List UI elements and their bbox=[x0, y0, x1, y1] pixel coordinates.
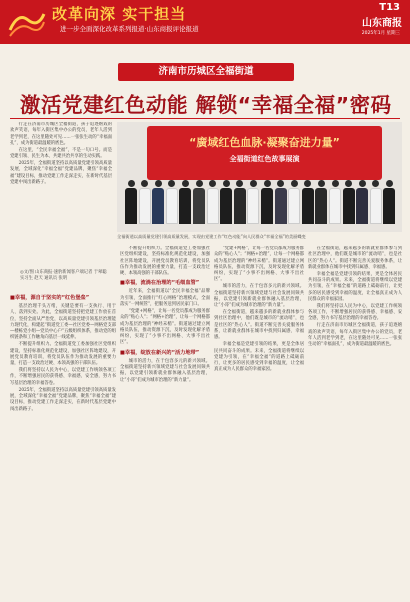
intro-paragraph: 在这里，“全民幸福全福”，不是一句口号。而是党建引领、民生为本、共建共治共享的生动实践。 bbox=[10, 147, 112, 160]
article-column-1 bbox=[10, 292, 116, 597]
person-figure bbox=[139, 180, 151, 224]
person-figure bbox=[275, 180, 287, 224]
paper-name: 山东商报 bbox=[362, 18, 402, 29]
masthead-subtitle: 进一步全面深化改革系列报道·山东商报评论报道 bbox=[60, 25, 199, 33]
section-heading: ■幸福，源自于坚实的“红色堡垒” bbox=[10, 295, 90, 301]
person-figure bbox=[207, 180, 219, 224]
person-figure bbox=[343, 180, 355, 224]
article-column-3 bbox=[214, 246, 304, 596]
body-paragraph: 2025年，全福街道坚持以高质量党建引领高质量发展，全域深化“幸福全福”党建品牌，聚焦“幸福全福”建设目标，推动党建工作走深走实，在新时代基层党建中闯出新路子。 bbox=[10, 387, 116, 412]
body-paragraph: 幸福全福是党建引领的结果，更是全体居民共同奋斗的成果。未来，全福街道将继续以党建为引领，在“幸福全福”的道路上砥砺前行，让更多的居民感受到幸福的温度，让全福真正成为人民群众的幸福家园。 bbox=[308, 271, 402, 302]
person-figure bbox=[247, 180, 259, 224]
article-column-2 bbox=[120, 246, 210, 596]
body-paragraph: “党建+网格”，让每一名党员都成为服务群众的“贴心人”；“网格+治理”，让每一个网格都成为基层治理的“神经末梢”。街道通过建立网格员队伍，推动资源下沉，及时发现化解矛盾纠纷，实现了“小事不出网格、大事不出社区”。 bbox=[214, 246, 304, 283]
body-paragraph: 基层治理千头万绪，关键是要有一支执行、用于人、落到实处。为此，全福街道坚持把党建工作放在首位，坚持全面从严治党，以高质量党建引领基层治理能力现代化，构建起“街道党工委—社区党委—网格党支部—楼栋党小组—党员中心户”五级组织体系，推动党的组织链条和工作触角向基层一线延伸。 bbox=[10, 304, 116, 341]
masthead-title: 改革向深 实干担当 bbox=[52, 5, 187, 23]
body-paragraph: 幸福全福是党建引领的结果，更是全体居民共同奋斗的成果。未来，全福街道将继续以党建为引领，在“幸福全福”的道路上砥砺前行，让更多的居民感受到幸福的温度，让全福真正成为人民群众的幸福家园。 bbox=[214, 342, 304, 373]
intro-paragraph: 2025年，全福街道坚持以高质量党建引领高质量发展，全域深化“幸福全福”党建品牌，聚焦“幸福全福”建设目标，推动党建工作走深走实，在新时代基层党建中闯出新路子。 bbox=[10, 160, 112, 185]
stage-backdrop bbox=[147, 126, 382, 180]
person-figure bbox=[315, 180, 327, 224]
body-paragraph: “党建+网格”，让每一名党员都成为服务群众的“贴心人”；“网格+治理”，让每一个网格都成为基层治理的“神经末梢”。街道通过建立网格员队伍，推动资源下沉，及时发现化解矛盾纠纷，实现了“小事不出网格、大事不出社区”。 bbox=[120, 308, 210, 346]
backdrop-subtitle: 全福街道红色故事展演 bbox=[229, 155, 300, 163]
body-paragraph: 城市的活力，在于包容多元的新兴领域。全福街道坚持新兴领域党建与社会发展同频共振，以党建引领新就业群体融入基层治理，让“小哥”们成为城市治理的“新力量”。 bbox=[214, 284, 304, 309]
person-figure bbox=[125, 180, 137, 224]
headline: 激活党建红色动能 解锁“幸福全福”密码 bbox=[20, 93, 392, 117]
section-heading: ■幸福，绽放在新兴的“活力地带” bbox=[120, 349, 200, 356]
body-paragraph: 城市的活力，在于包容多元的新兴领域。全福街道坚持新兴领域党建与社会发展同频共振，以党建引领新就业群体融入基层治理，让“小哥”们成为城市治理的“新力量”。 bbox=[120, 358, 210, 383]
body-paragraph: 在全福街道，越来越多的新就业群体参与到社区治理中，他们既是城市的“流动哨”，也是社区的“热心人”。街道不断完善关爱服务体系，让新就业群体在城市中找到归属感、幸福感。 bbox=[308, 246, 402, 270]
event-photo bbox=[117, 122, 402, 232]
person-figure bbox=[220, 180, 232, 224]
body-paragraph: 我们将坚持以人民为中心，以党建工作统领各项工作，不断增强居民的获得感、幸福感、安全感，努力书写基层治理的幸福答卷。 bbox=[308, 303, 402, 322]
article-column-4 bbox=[308, 246, 402, 596]
issue-date: 2025年1月 星期三 bbox=[361, 31, 400, 36]
person-figure bbox=[166, 180, 178, 224]
masthead bbox=[0, 0, 410, 44]
body-paragraph: 不断提升组织力。全福街道党工委加强社区党组织建设，坚持标准化规范化建设，加强社区阵地建设，开展党员教育培训，将党员队伍作为推动发展的重要力量，打造一支政治过硬、本领高强的干部队伍。 bbox=[10, 342, 116, 367]
body-paragraph: 不断提升组织力。全福街道党工委加强社区党组织建设，坚持标准化规范化建设，加强社区阵地建设，开展党员教育培训，将党员队伍作为推动发展的重要力量，打造一支政治过硬、本领高强的干部队伍。 bbox=[120, 246, 210, 277]
body-paragraph: 我们将坚持以人民为中心，以党建工作统领各项工作，不断增强居民的获得感、幸福感、安全感，努力书写基层治理的幸福答卷。 bbox=[10, 368, 116, 386]
body-paragraph: 在全福街道，越来越多的新就业群体参与到社区治理中，他们既是城市的“流动哨”，也是社区的“热心人”。街道不断完善关爱服务体系，让新就业群体在城市中找到归属感、幸福感。 bbox=[214, 310, 304, 341]
section-ribbon: 济南市历城区全福街道 bbox=[118, 63, 294, 81]
person-figure bbox=[302, 180, 314, 224]
person-figure bbox=[261, 180, 273, 224]
page-number: T13 bbox=[379, 2, 400, 13]
body-paragraph: 近年来，全福街道以“全民幸福全福”品牌为引领，全面推行“红心网格”治理模式，全面落实“一网统管”，把服务送到居民家门口。 bbox=[120, 289, 210, 308]
person-figure bbox=[179, 180, 191, 224]
person-figure bbox=[234, 180, 246, 224]
person-figure bbox=[193, 180, 205, 224]
backdrop-title: “廣域红色血脉·凝聚奋进力量” bbox=[189, 136, 340, 149]
person-figure bbox=[356, 180, 368, 224]
wave-decoration-icon bbox=[8, 6, 46, 38]
person-figure bbox=[370, 180, 382, 224]
author-line: ◎文/图 山东商报·速豹新闻客户端记者 于翠聪 实习生 赵天 通讯员 张明 bbox=[20, 270, 107, 282]
photo-caption: 全福街道以高质量党建引领高质量发展，实现由党建工作“红色动能”向人民群众“幸福全福”的美丽蝶变 bbox=[117, 234, 306, 239]
intro-paragraph: 行走在济南市历城区全福街道，孩子追逐嬉戏的欢声笑语，每年入街区集中办公的党员，老年人活到老学到老，在这里随处可见……一张张生动的“幸福面孔”，成为街道最温暖的底色。 bbox=[10, 122, 112, 146]
person-figure bbox=[288, 180, 300, 224]
person-figure bbox=[152, 180, 164, 224]
person-figure bbox=[383, 180, 395, 224]
section-heading: ■幸福，流淌在治理的“毛细血管” bbox=[120, 280, 200, 287]
body-paragraph: 行走在济南市历城区全福街道，孩子追逐嬉戏的欢声笑语，每年入街区集中办公的党员，老年人活到老学到老，在这里随处可见……一张张生动的“幸福面孔”，成为街道最温暖的底色。 bbox=[308, 323, 402, 348]
person-figure bbox=[329, 180, 341, 224]
headline-divider bbox=[10, 118, 400, 119]
intro-column bbox=[10, 122, 112, 268]
